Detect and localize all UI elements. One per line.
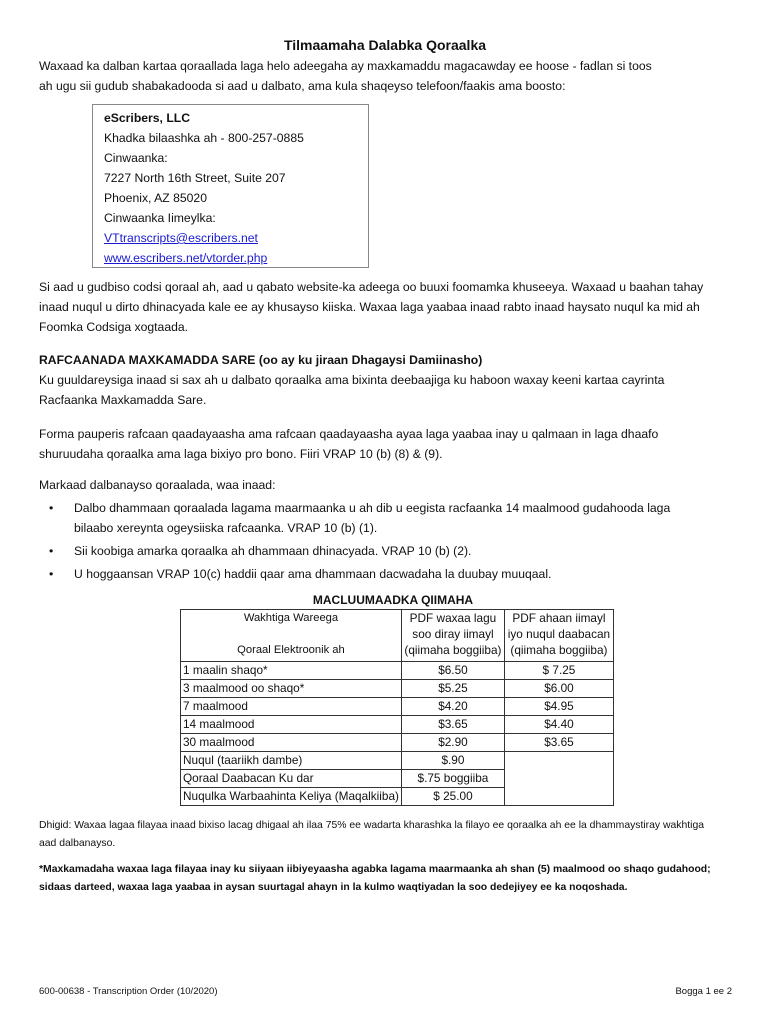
email-link[interactable]: VTtranscripts@escribers.net (104, 231, 258, 245)
bullet-icon: • (49, 567, 54, 581)
extra-label-cell: Nuqul (taariikh dambe) (181, 752, 402, 770)
bullet-3-line-1: U hoggaansan VRAP 10(c) haddii qaar ama dhammaan dacwadaha la duubay muuqaal. (74, 567, 552, 581)
footer-form-id: 600-00638 - Transcription Order (10/2020) (39, 986, 218, 997)
ordering-intro: Markaad dalbanayso qoraalada, waa inaad: (39, 478, 276, 492)
turnaround-cell: 1 maalin shaqo* (181, 662, 402, 680)
print-header-line-2: iyo nuqul daabacan (507, 627, 611, 641)
print-price-cell: $3.65 (504, 734, 613, 752)
table-header-row (181, 610, 614, 662)
extra-label-cell: Nuqulka Warbaahinta Keliya (Maqalkiiba) (181, 788, 402, 806)
turnaround-cell: 3 maalmood oo shaqo* (181, 680, 402, 698)
pdf-print-header (504, 610, 613, 662)
bullet-icon: • (49, 501, 54, 515)
extra-value-cell: $.90 (401, 752, 504, 770)
pdf-email-header (401, 610, 504, 662)
expedited-note-line-1: *Maxkamadaha waxaa laga filayaa inay ku siiyaan iibiyeyaasha agabka lagama maarmaanka ah shan (5) maalmood oo shaqo gudahood; (39, 864, 711, 875)
table-row (181, 680, 614, 698)
print-price-cell: $6.00 (504, 680, 613, 698)
page-title: Tilmaamaha Dalabka Qoraalka (283, 37, 487, 53)
appeals-heading: RAFCAANADA MAXKAMADDA SARE (oo ay ku jiraan Dhagaysi Damiinasho) (39, 353, 483, 367)
website-link[interactable]: www.escribers.net/vtorder.php (104, 251, 268, 265)
email-label: Cinwaanka Iimeylka: (104, 211, 216, 225)
pdf-price-cell: $2.90 (401, 734, 504, 752)
pdf-price-cell: $3.65 (401, 716, 504, 734)
intro-line-1: Waxaad ka dalban kartaa qoraallada laga helo adeegaha ay maxkamaddu magacawday ee hoose - fadlan si toos (39, 59, 652, 73)
pdf-header-line-3: (qiimaha boggiiba) (404, 643, 502, 657)
turnaround-cell: 30 maalmood (181, 734, 402, 752)
pdf-header-line-2: soo diray iimayl (412, 627, 494, 641)
turnaround-cell: 14 maalmood (181, 716, 402, 734)
bullet-1-line-1: Dalbo dhammaan qoraalada lagama maarmaanka u ah dib u eegista racfaanka 14 maalmood gudahooda laga (74, 501, 671, 515)
website-line-2: inaad nuqul u dirto dhinacyada kale ee ay khusayso kiiska. Waxaa laga yaabaa inaad rabto inaad haysato nuqul ka mid ah (39, 300, 700, 314)
turnaround-header-top: Wakhtiga Wareega (243, 612, 339, 624)
intro-paragraph (39, 56, 739, 96)
extra-value-cell: $ 25.00 (401, 788, 504, 806)
ordering-bullet-list (39, 498, 739, 587)
address-label: Cinwaanka: (104, 151, 168, 165)
print-price-cell: $ 7.25 (504, 662, 613, 680)
phone-line: Khadka bilaashka ah - 800-257-0885 (104, 131, 304, 145)
website-paragraph (39, 277, 739, 337)
pdf-price-cell: $6.50 (401, 662, 504, 680)
pdf-price-cell: $5.25 (401, 680, 504, 698)
table-row (181, 716, 614, 734)
company-name: eScribers, LLC (104, 111, 191, 125)
list-item (39, 498, 739, 538)
table-row (181, 662, 614, 680)
appeals-line-1: Ku guuldareysiga inaad si sax ah u dalbato qoraalka ama bixinta deebaajiga ku haboon waxay keeni kartaa cayrinta (39, 373, 665, 387)
list-item (39, 564, 739, 584)
bullet-2-line-1: Sii koobiga amarka qoraalka ah dhammaan dhinacyada. VRAP 10 (b) (2). (74, 544, 472, 558)
intro-line-2: ah ugu sii gudub shabakadooda si aad u dalbato, ama kula shaqeyso telefoon/faakis ama boosto: (39, 79, 566, 93)
pdf-header-line-1: PDF waxaa lagu (409, 611, 497, 625)
extra-value-cell: $.75 boggiiba (401, 770, 504, 788)
table-row (181, 752, 614, 770)
website-line-1: Si aad u gudbiso codsi qoraal ah, aad u qabato website-ka adeega oo buuxi foomamka khuseeya. Waxaad u baahan tahay (39, 280, 704, 294)
expedited-note (39, 861, 739, 897)
pdf-price-cell: $4.20 (401, 698, 504, 716)
pricing-title: MACLUUMAADKA QIIMAHA (312, 593, 474, 607)
table-row (181, 698, 614, 716)
bullet-1-line-2: bilaabo xereynta ogeysiiska rafcaanka. VRAP 10 (b) (1). (74, 521, 378, 535)
contact-box (92, 104, 369, 268)
city-address: Phoenix, AZ 85020 (104, 191, 207, 205)
table-row (181, 734, 614, 752)
empty-cell (504, 752, 613, 806)
street-address: 7227 North 16th Street, Suite 207 (104, 171, 286, 185)
deposit-note (39, 817, 739, 853)
pricing-table (180, 609, 614, 806)
website-line-3: Foomka Codsiga xogtaada. (39, 320, 189, 334)
print-price-cell: $4.40 (504, 716, 613, 734)
pauperis-line-1: Forma pauperis rafcaan qaadayaasha ama rafcaan qaadayaasha ayaa laga yaabaa inay u qalmaan in laga dhaafo (39, 427, 659, 441)
print-price-cell: $4.95 (504, 698, 613, 716)
deposit-note-line-1: Dhigid: Waxaa lagaa filayaa inaad bixiso lacag dhigaal ah ilaa 75% ee wadarta kharashka la filayo ee qoraalka ah ee la dhammaystiray wakhtiga (39, 820, 705, 831)
print-header-line-3: (qiimaha boggiiba) (510, 643, 608, 657)
list-item (39, 541, 739, 561)
expedited-note-line-2: sidaas darteed, waxaa laga yaabaa in aysan suurtagal ahayn in la kulmo waqtiyadan la soo dedejiyey ee ka noqoshada. (39, 882, 628, 893)
turnaround-header (181, 610, 402, 662)
extra-label-cell: Qoraal Daabacan Ku dar (181, 770, 402, 788)
deposit-note-line-2: aad dalbanayso. (39, 838, 116, 849)
footer-page-number: Bogga 1 ee 2 (675, 986, 732, 997)
turnaround-header-bottom: Qoraal Elektroonik ah (237, 644, 345, 656)
bullet-icon: • (49, 544, 54, 558)
turnaround-cell: 7 maalmood (181, 698, 402, 716)
appeals-line-2: Racfaanka Maxkamadda Sare. (39, 393, 207, 407)
pauperis-line-2: shuruudaha qoraalka ama laga bixiyo pro bono. Fiiri VRAP 10 (b) (8) & (9). (39, 447, 443, 461)
appeals-section (39, 350, 739, 410)
pauperis-paragraph (39, 424, 739, 464)
print-header-line-1: PDF ahaan iimayl (512, 611, 606, 625)
